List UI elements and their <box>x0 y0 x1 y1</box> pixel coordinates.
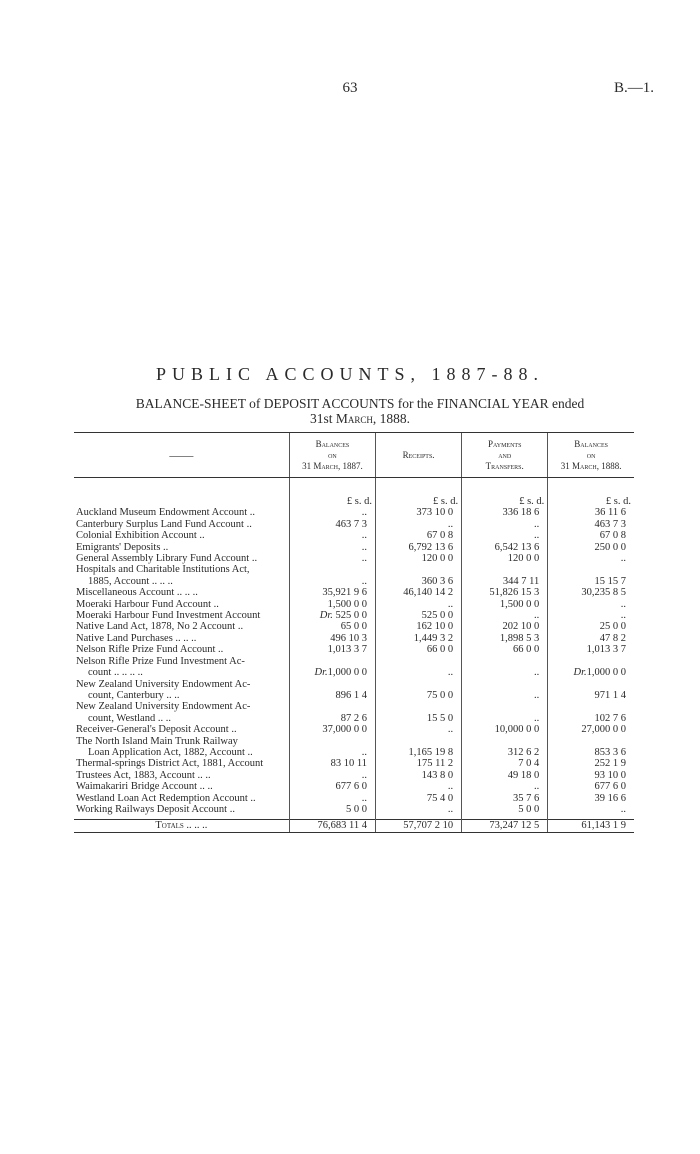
payments-amount: .. <box>462 781 548 792</box>
account-name <box>74 553 289 564</box>
table-row <box>74 781 634 792</box>
account-name-line1: Nelson Rifle Prize Fund Account .. <box>76 644 224 656</box>
opening-balance: 896 1 4 <box>289 679 375 702</box>
closing-balance: 30,235 8 5 <box>548 587 634 598</box>
subtitle-date-num: 31st <box>309 411 333 426</box>
opening-balance: .. <box>289 507 375 518</box>
payments-amount: 5 0 0 <box>462 804 548 815</box>
header-balance-opening-2: on <box>328 449 337 460</box>
table-row <box>74 553 634 564</box>
table-row <box>74 507 634 518</box>
account-name <box>74 736 289 759</box>
table-row <box>74 679 634 702</box>
receipts-amount: 143 8 0 <box>376 770 462 781</box>
page-number: 63 <box>342 80 358 96</box>
closing-balance: 47 8 2 <box>548 633 634 644</box>
totals-closing: 61,143 1 9 <box>548 820 634 832</box>
opening-balance: Dr. 525 0 0 <box>289 610 375 621</box>
document-title: PUBLIC ACCOUNTS, 1887-88. <box>155 364 545 384</box>
header-balance-closing <box>548 433 634 478</box>
table-row <box>74 758 634 769</box>
payments-amount: 6,542 13 6 <box>462 542 548 553</box>
header-balance-closing-2: on <box>586 449 596 460</box>
receipts-amount: 66 0 0 <box>376 644 462 655</box>
receipts-amount: 373 10 0 <box>376 507 462 518</box>
opening-balance: 37,000 0 0 <box>289 724 375 735</box>
table-row <box>74 770 634 781</box>
units-receipts: £ s. d. <box>376 478 462 508</box>
table-row <box>74 599 634 610</box>
opening-balance: 677 6 0 <box>289 781 375 792</box>
opening-balance: .. <box>289 530 375 541</box>
account-name-line1: Moeraki Harbour Fund Account .. <box>76 598 219 610</box>
opening-balance: 1,013 3 7 <box>289 644 375 655</box>
account-name <box>74 599 289 610</box>
account-name-line1: Auckland Museum Endowment Account .. <box>76 507 256 519</box>
receipts-amount: .. <box>376 804 462 815</box>
account-name <box>74 781 289 792</box>
header-balance-opening-3: 31 March, 1887. <box>302 460 363 471</box>
opening-balance: Dr.1,000 0 0 <box>289 656 375 679</box>
account-name-line2: 1885, Account .. .. .. <box>88 575 173 587</box>
account-name <box>74 758 289 769</box>
account-name <box>74 530 289 541</box>
closing-balance: .. <box>548 599 634 610</box>
table-row <box>74 530 634 541</box>
units-blank <box>74 478 289 508</box>
receipts-amount: .. <box>376 656 462 679</box>
payments-amount: 202 10 0 <box>462 621 548 632</box>
account-name <box>74 542 289 553</box>
account-name-line1: New Zealand University Endowment Ac- <box>76 678 251 690</box>
closing-balance: 250 0 0 <box>548 542 634 553</box>
units-payments: £ s. d. <box>462 478 548 508</box>
table-row <box>74 724 634 735</box>
account-name <box>74 804 289 815</box>
account-name-line1: Waimakariri Bridge Account .. .. <box>76 781 213 793</box>
closing-balance: 971 1 4 <box>548 679 634 702</box>
document-subtitle <box>80 396 640 426</box>
table-row <box>74 793 634 804</box>
account-name-line1: The North Island Main Trunk Railway <box>76 735 238 747</box>
receipts-amount: 75 4 0 <box>376 793 462 804</box>
account-name-line1: Receiver-General's Deposit Account .. <box>76 724 237 736</box>
account-name <box>74 656 289 679</box>
header-balance-closing-1: Balances <box>574 438 608 449</box>
account-name-line2: Loan Application Act, 1882, Account .. <box>88 746 253 758</box>
totals-receipts: 57,707 2 10 <box>376 820 462 832</box>
units-row <box>74 478 634 508</box>
account-name <box>74 701 289 724</box>
payments-amount: 120 0 0 <box>462 553 548 564</box>
header-payments-2: and <box>498 449 512 460</box>
account-name-line2: count .. .. .. .. <box>88 667 143 679</box>
closing-balance: 252 1 9 <box>548 758 634 769</box>
payments-amount: 1,898 5 3 <box>462 633 548 644</box>
account-name <box>74 644 289 655</box>
table-row <box>74 587 634 598</box>
account-name-line1: Colonial Exhibition Account .. <box>76 530 205 542</box>
payments-amount: 7 0 4 <box>462 758 548 769</box>
receipts-amount: 67 0 8 <box>376 530 462 541</box>
account-name-line1: Trustees Act, 1883, Account .. .. <box>76 769 211 781</box>
receipts-amount: 120 0 0 <box>376 553 462 564</box>
account-name-line1: Nelson Rifle Prize Fund Investment Ac- <box>76 655 245 667</box>
closing-balance: 93 10 0 <box>548 770 634 781</box>
closing-balance: 36 11 6 <box>548 507 634 518</box>
opening-balance: .. <box>289 553 375 564</box>
receipts-amount: .. <box>376 724 462 735</box>
totals-row <box>74 820 634 832</box>
receipts-amount: 1,165 19 8 <box>376 736 462 759</box>
account-name-line2: count, Westland .. .. <box>88 712 171 724</box>
totals-opening: 76,683 11 4 <box>289 820 375 832</box>
account-name-line1: General Assembly Library Fund Account .. <box>76 553 258 565</box>
account-name-line1: Canterbury Surplus Land Fund Account .. <box>76 518 252 530</box>
payments-amount: 35 7 6 <box>462 793 548 804</box>
closing-balance: .. <box>548 804 634 815</box>
account-name-line1: Emigrants' Deposits .. <box>76 541 169 553</box>
header-receipts: Receipts. <box>376 433 462 478</box>
payments-amount: .. <box>462 519 548 530</box>
opening-balance: .. <box>289 542 375 553</box>
payments-amount: 344 7 11 <box>462 564 548 587</box>
account-name-line1: Working Railways Deposit Account .. <box>76 803 235 815</box>
receipts-amount: 175 11 2 <box>376 758 462 769</box>
account-name <box>74 633 289 644</box>
account-name <box>74 770 289 781</box>
closing-balance: 853 3 6 <box>548 736 634 759</box>
table-row <box>74 564 634 587</box>
subtitle-prefix: BALANCE-SHEET of DEPOSIT ACCOUNTS for the FINANCIAL YEAR ended <box>135 396 585 411</box>
opening-balance: .. <box>289 793 375 804</box>
receipts-amount: 360 3 6 <box>376 564 462 587</box>
closing-balance: Dr.1,000 0 0 <box>548 656 634 679</box>
table-row <box>74 804 634 815</box>
account-name-line1: Westland Loan Act Redemption Account .. <box>76 792 256 804</box>
payments-amount: .. <box>462 656 548 679</box>
account-name-line1: Native Land Act, 1878, No 2 Account .. <box>76 621 244 633</box>
closing-balance: 1,013 3 7 <box>548 644 634 655</box>
opening-balance: 65 0 0 <box>289 621 375 632</box>
payments-amount: 1,500 0 0 <box>462 599 548 610</box>
opening-balance: 83 10 11 <box>289 758 375 769</box>
payments-amount: 312 6 2 <box>462 736 548 759</box>
closing-balance: .. <box>548 610 634 621</box>
opening-balance: 35,921 9 6 <box>289 587 375 598</box>
payments-amount: 336 18 6 <box>462 507 548 518</box>
opening-balance: 87 2 6 <box>289 701 375 724</box>
account-name <box>74 564 289 587</box>
totals-label: Totals .. .. .. <box>74 820 289 832</box>
balance-sheet-table <box>74 432 634 833</box>
table-row <box>74 621 634 632</box>
account-name-line1: Moeraki Harbour Fund Investment Account <box>76 610 261 622</box>
closing-balance: 15 15 7 <box>548 564 634 587</box>
table-row <box>74 610 634 621</box>
page-reference: B.—1. <box>613 80 654 96</box>
header-balance-opening-1: Balances <box>315 438 350 449</box>
account-name <box>74 507 289 518</box>
table-header-row <box>74 433 634 478</box>
subtitle-date-year: 1888. <box>379 411 411 426</box>
receipts-amount: 75 0 0 <box>376 679 462 702</box>
payments-amount: 66 0 0 <box>462 644 548 655</box>
header-payments-3: Transfers. <box>485 460 524 471</box>
account-name <box>74 724 289 735</box>
account-name <box>74 793 289 804</box>
account-name-line1: New Zealand University Endowment Ac- <box>76 701 251 713</box>
receipts-amount: 46,140 14 2 <box>376 587 462 598</box>
subtitle-date-month: March, <box>335 411 377 426</box>
receipts-amount: 6,792 13 6 <box>376 542 462 553</box>
closing-balance: 102 7 6 <box>548 701 634 724</box>
opening-balance: 5 0 0 <box>289 804 375 815</box>
opening-balance: 463 7 3 <box>289 519 375 530</box>
account-name-line2: count, Canterbury .. .. <box>88 689 180 701</box>
closing-balance: 67 0 8 <box>548 530 634 541</box>
header-balance-opening <box>289 433 375 478</box>
table-row <box>74 519 634 530</box>
table-row <box>74 656 634 679</box>
header-account: —— <box>74 433 289 478</box>
table-row <box>74 736 634 759</box>
receipts-amount: .. <box>376 781 462 792</box>
table-row <box>74 701 634 724</box>
receipts-amount: .. <box>376 519 462 530</box>
payments-amount: 10,000 0 0 <box>462 724 548 735</box>
account-name <box>74 621 289 632</box>
header-payments-1: Payments <box>487 438 522 449</box>
units-opening: £ s. d. <box>289 478 375 508</box>
closing-balance: 677 6 0 <box>548 781 634 792</box>
payments-amount: .. <box>462 701 548 724</box>
header-balance-closing-3: 31 March, 1888. <box>560 460 622 471</box>
account-name <box>74 610 289 621</box>
account-name <box>74 519 289 530</box>
closing-balance: 463 7 3 <box>548 519 634 530</box>
closing-balance: .. <box>548 553 634 564</box>
payments-amount: .. <box>462 530 548 541</box>
account-name-line1: Hospitals and Charitable Institutions Act, <box>76 564 250 576</box>
receipts-amount: 15 5 0 <box>376 701 462 724</box>
opening-balance: .. <box>289 770 375 781</box>
account-name-line1: Native Land Purchases .. .. .. <box>76 632 197 644</box>
receipts-amount: 525 0 0 <box>376 610 462 621</box>
table-row <box>74 633 634 644</box>
account-name-line1: Miscellaneous Account .. .. .. <box>76 587 198 599</box>
closing-balance: 27,000 0 0 <box>548 724 634 735</box>
opening-balance: 1,500 0 0 <box>289 599 375 610</box>
payments-amount: .. <box>462 679 548 702</box>
closing-balance: 25 0 0 <box>548 621 634 632</box>
payments-amount: .. <box>462 610 548 621</box>
table-row <box>74 542 634 553</box>
account-name <box>74 679 289 702</box>
totals-payments: 73,247 12 5 <box>462 820 548 832</box>
opening-balance: .. <box>289 736 375 759</box>
payments-amount: 49 18 0 <box>462 770 548 781</box>
receipts-amount: 162 10 0 <box>376 621 462 632</box>
header-payments <box>462 433 548 478</box>
table-row <box>74 644 634 655</box>
receipts-amount: 1,449 3 2 <box>376 633 462 644</box>
payments-amount: 51,826 15 3 <box>462 587 548 598</box>
receipts-amount: .. <box>376 599 462 610</box>
closing-balance: 39 16 6 <box>548 793 634 804</box>
account-name-line1: Thermal-springs District Act, 1881, Account <box>76 758 264 770</box>
units-closing: £ s. d. <box>548 478 634 508</box>
opening-balance: .. <box>289 564 375 587</box>
account-name <box>74 587 289 598</box>
opening-balance: 496 10 3 <box>289 633 375 644</box>
